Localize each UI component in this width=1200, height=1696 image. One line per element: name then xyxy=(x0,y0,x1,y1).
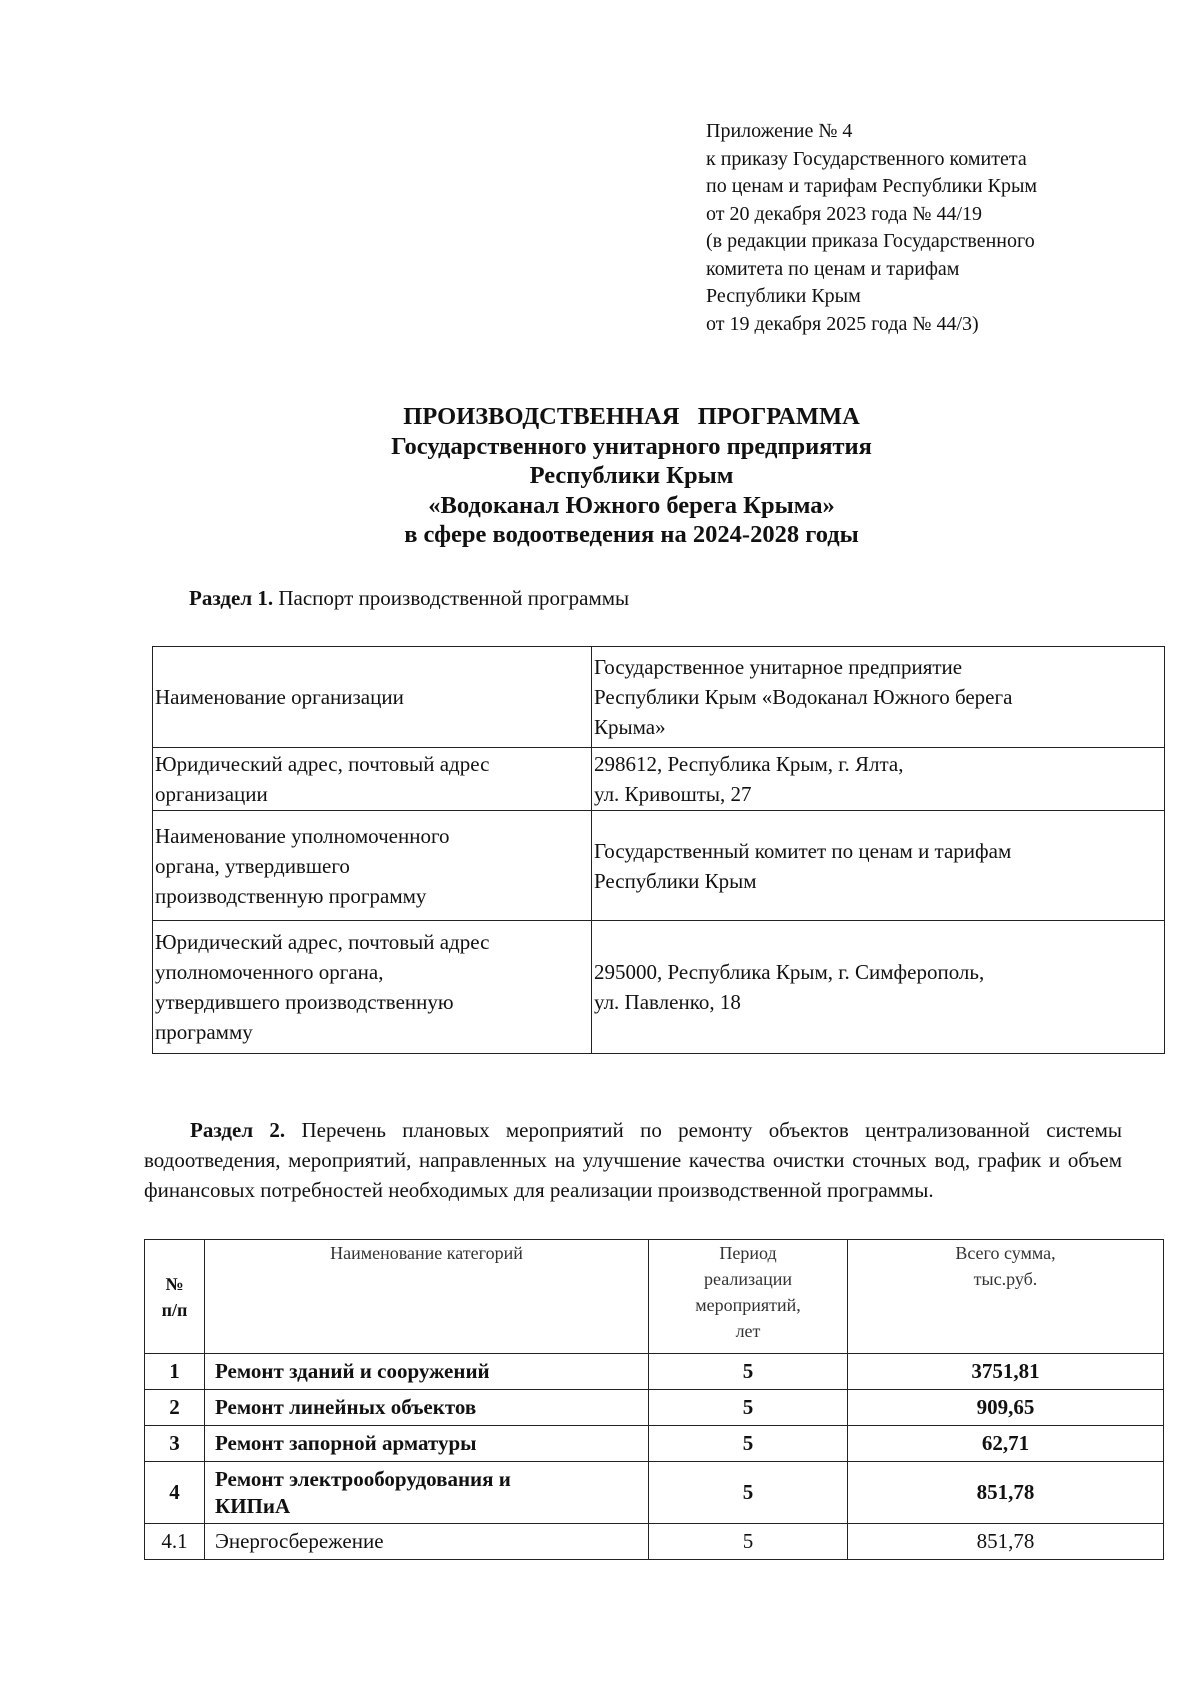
table-row xyxy=(153,921,1165,1054)
passport-table xyxy=(152,646,1165,1054)
row-name: Ремонт запорной арматуры xyxy=(205,1426,649,1462)
header-sum-line: тыс.руб. xyxy=(973,1269,1038,1289)
header-name: Наименование категорий xyxy=(205,1240,649,1354)
row-sum: 851,78 xyxy=(848,1462,1164,1524)
passport-key-line: утвердившего производственную xyxy=(155,990,454,1014)
passport-key-line: органа, утвердившего xyxy=(155,853,350,878)
passport-key-line: Юридический адрес, почтовый адрес xyxy=(155,930,490,954)
appendix-line: Республики Крым xyxy=(706,285,861,307)
passport-key-line: программу xyxy=(155,1020,253,1044)
passport-value-line: 298612, Республика Крым, г. Ялта, xyxy=(594,752,904,776)
row-num: 2 xyxy=(145,1390,205,1426)
appendix-line: от 20 декабря 2023 года № 44/19 xyxy=(706,202,983,225)
table-row xyxy=(145,1524,1164,1560)
title-line: Республики Крым xyxy=(529,462,734,489)
table-row xyxy=(145,1390,1164,1426)
appendix-line: (в редакции приказа Государственного xyxy=(706,230,1035,252)
passport-key xyxy=(153,811,592,921)
passport-value-line: 295000, Республика Крым, г. Симферополь, xyxy=(594,960,985,984)
passport-value-line: ул. Кривошты, 27 xyxy=(594,782,752,806)
row-period: 5 xyxy=(649,1354,848,1390)
passport-key-line: организации xyxy=(155,782,268,806)
row-name: Ремонт зданий и сооружений xyxy=(205,1354,649,1390)
header-period-line: Период xyxy=(719,1243,777,1263)
plan-table xyxy=(144,1239,1164,1560)
appendix-line: к приказу Государственного комитета xyxy=(706,147,1027,170)
appendix-line: Приложение № 4 xyxy=(706,120,853,142)
title-line: в сфере водоотведения на 2024-2028 годы xyxy=(404,521,859,548)
passport-key xyxy=(153,647,592,748)
row-num: 4 xyxy=(145,1462,205,1524)
passport-key-line: производственную программу xyxy=(155,883,427,908)
passport-key xyxy=(153,748,592,811)
row-name: Энергосбережение xyxy=(205,1524,649,1560)
title-line: «Водоканал Южного берега Крыма» xyxy=(428,491,835,519)
row-sum: 851,78 xyxy=(848,1524,1164,1560)
passport-value-line: Государственное унитарное предприятие xyxy=(594,655,963,679)
row-period: 5 xyxy=(649,1462,848,1524)
section1-label: Раздел 1. xyxy=(189,586,274,610)
header-sum xyxy=(848,1240,1164,1354)
document-title xyxy=(140,402,1123,550)
section2-paragraph xyxy=(144,1115,1122,1205)
row-num: 4.1 xyxy=(145,1524,205,1560)
appendix-line: комитета по ценам и тарифам xyxy=(706,257,960,280)
passport-value-line: Государственный комитет по ценам и тарифам xyxy=(594,838,1012,863)
passport-value xyxy=(592,647,1165,748)
header-period-line: мероприятий, xyxy=(695,1295,801,1315)
row-sum: 909,65 xyxy=(848,1390,1164,1426)
title-line: Государственного унитарного предприятия xyxy=(391,432,872,460)
passport-key-text: Наименование организации xyxy=(155,685,404,709)
passport-value xyxy=(592,921,1165,1054)
table-row xyxy=(153,748,1165,811)
passport-value-line: Республики Крым «Водоканал Южного берега xyxy=(594,685,1013,709)
row-period: 5 xyxy=(649,1524,848,1560)
title-line: ПРОИЗВОДСТВЕННАЯ ПРОГРАММА xyxy=(403,403,860,430)
passport-key xyxy=(153,921,592,1054)
header-period xyxy=(649,1240,848,1354)
passport-value-line: ул. Павленко, 18 xyxy=(594,990,741,1014)
header-period-line: лет xyxy=(735,1321,761,1341)
passport-key-line: уполномоченного органа, xyxy=(155,960,384,984)
passport-key-line: Наименование уполномоченного xyxy=(155,823,450,848)
table-row xyxy=(145,1426,1164,1462)
passport-value xyxy=(592,811,1165,921)
row-name: Ремонт линейных объектов xyxy=(205,1390,649,1426)
header-num-line: п/п xyxy=(161,1299,188,1320)
row-period: 5 xyxy=(649,1426,848,1462)
header-sum-line: Всего сумма, xyxy=(955,1243,1056,1263)
header-num-line: № xyxy=(165,1273,184,1294)
section1-heading xyxy=(189,584,629,612)
appendix-header xyxy=(706,118,1146,338)
table-row xyxy=(153,811,1165,921)
section2-text: Перечень плановых мероприятий по ремонту объектов централизованной системы водоотведения, мероприятий, направленных на улучшение качества очистки сточных вод, график и объем финансовых потребностей необходимых для реализации производственной программы. xyxy=(144,1118,1122,1202)
section1-text: Паспорт производственной программы xyxy=(273,586,630,610)
passport-value xyxy=(592,748,1165,811)
row-period: 5 xyxy=(649,1390,848,1426)
table-row xyxy=(145,1354,1164,1390)
passport-value-line: Республики Крым xyxy=(594,868,757,893)
row-num: 3 xyxy=(145,1426,205,1462)
passport-value-line: Крыма» xyxy=(594,715,666,739)
row-sum: 62,71 xyxy=(848,1426,1164,1462)
passport-key-line: Юридический адрес, почтовый адрес xyxy=(155,752,490,776)
row-sum: 3751,81 xyxy=(848,1354,1164,1390)
row-name-line: Ремонт электрооборудования и xyxy=(215,1466,511,1491)
row-num: 1 xyxy=(145,1354,205,1390)
table-row xyxy=(145,1462,1164,1524)
row-name xyxy=(205,1462,649,1524)
section2-label: Раздел 2. xyxy=(190,1118,286,1142)
table-row xyxy=(153,647,1165,748)
appendix-line: от 19 декабря 2025 года № 44/3) xyxy=(706,312,979,335)
table-header-row xyxy=(145,1240,1164,1354)
appendix-line: по ценам и тарифам Республики Крым xyxy=(706,175,1038,197)
row-name-line: КИПиА xyxy=(215,1493,291,1518)
header-period-line: реализации xyxy=(704,1269,792,1289)
header-num xyxy=(145,1240,205,1354)
